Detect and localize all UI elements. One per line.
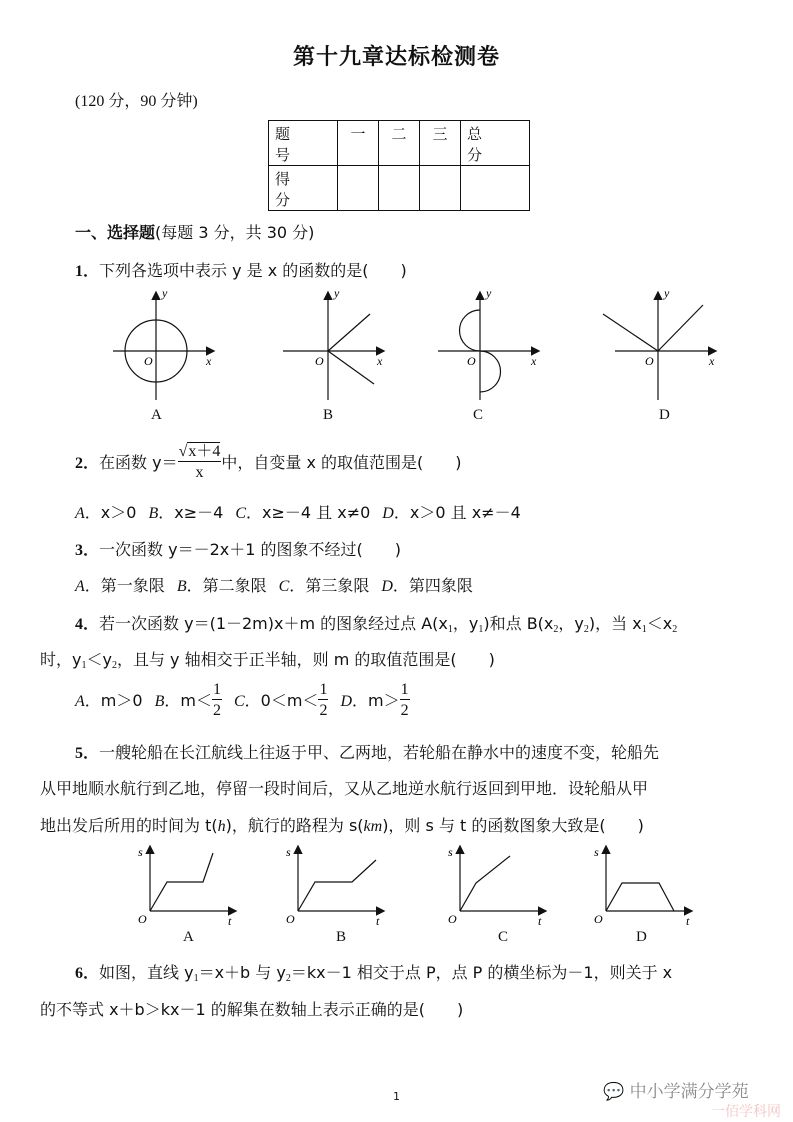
y-label: y [334, 286, 340, 300]
question-text: 时，y [40, 650, 82, 669]
x-label: x [531, 354, 537, 368]
subscript: 1 [478, 624, 484, 635]
question-text: ，y [558, 614, 584, 633]
table-row [269, 121, 530, 166]
q1-graph-b [270, 285, 400, 405]
curve [606, 883, 674, 911]
table-cell: 三 [420, 121, 461, 166]
q3-options: A．第一象限 B．第二象限 C．第三象限 D．第四象限 [75, 576, 473, 595]
q5-graph-a [135, 842, 245, 932]
fraction-denominator: 2 [400, 702, 409, 719]
x-label: x [709, 354, 715, 368]
graph-label: A [183, 929, 194, 945]
option-a: m＞0 [100, 691, 143, 711]
option-d: x＞0 且 x≠－4 [409, 503, 521, 522]
question-number: 3． [75, 542, 100, 559]
subscript: 1 [81, 660, 87, 671]
fraction [400, 682, 410, 719]
origin-label: O [286, 912, 295, 926]
y-label: y [664, 286, 670, 300]
option-d: 第四象限 [408, 576, 473, 595]
origin-label: O [645, 354, 654, 368]
option-key: A [75, 578, 85, 595]
question-number: 6． [75, 965, 100, 982]
question-text: ＝kx－1 相交于点 P，点 P 的横坐标为－1，则关于 x [290, 963, 673, 982]
question-text: 中，自变量 x 的取值范围是( ) [221, 453, 462, 473]
graph-label: D [659, 407, 670, 423]
question-text: ＝x＋b 与 y [198, 963, 286, 982]
section-title: 一、选择题 [75, 223, 156, 242]
question-5 [75, 740, 659, 763]
x-label: t [376, 914, 380, 928]
question-text: )，当 x [588, 614, 642, 633]
question-number: 1． [75, 263, 100, 280]
question-5-line3 [40, 813, 644, 836]
x-label: x [377, 354, 383, 368]
question-1 [75, 258, 407, 281]
subscript: 2 [111, 660, 117, 671]
fraction-denominator: 2 [319, 702, 328, 719]
question-text: 一次函数 y＝－2x＋1 的图象不经过( ) [99, 540, 401, 559]
origin-label: O [467, 354, 476, 368]
question-text: )，则 s 与 t 的函数图象大致是( ) [382, 816, 644, 835]
origin-label: O [594, 912, 603, 926]
curve [328, 351, 374, 384]
origin-label: O [144, 354, 153, 368]
option-key: B [148, 505, 159, 522]
question-text: ，且与 y 轴相交于正半轴，则 m 的取值范围是( ) [116, 650, 495, 669]
curve [460, 310, 480, 351]
table-row [269, 166, 530, 211]
wechat-icon: 💬 [603, 1082, 625, 1102]
option-a: 第一象限 [100, 576, 165, 595]
table-cell: 总 分 [461, 121, 530, 166]
origin-label: O [448, 912, 457, 926]
question-text: 如图，直线 y [99, 963, 194, 982]
y-label: y [162, 286, 168, 300]
page-title: 第十九章达标检测卷 [292, 45, 500, 70]
option-key: D [381, 578, 393, 595]
question-text: ，y [452, 614, 479, 633]
y-label: s [448, 845, 453, 859]
table-cell [379, 166, 420, 211]
origin-label: O [138, 912, 147, 926]
q1-graph-d [595, 285, 725, 405]
y-label: s [286, 845, 291, 859]
q5-graph-d [591, 842, 701, 932]
question-4-line2 [40, 647, 495, 671]
option-c: 第三象限 [305, 576, 370, 595]
curve [480, 351, 501, 392]
curve [658, 305, 703, 351]
curve [298, 860, 376, 911]
table-cell: 一 [338, 121, 379, 166]
fraction-numerator: x＋4 [188, 443, 221, 460]
x-label: t [686, 914, 690, 928]
fraction [212, 682, 222, 719]
y-label: s [138, 845, 143, 859]
curve [460, 856, 510, 911]
q4-options: A．m＞0 B．m＜ $\frac{1}{2}$ C．0＜m＜ $\frac{1}{2}$ D．m＞ $\frac{1}{2}$ [75, 681, 409, 719]
q5-graph-b [283, 842, 393, 932]
question-text: )和点 B(x [483, 614, 554, 633]
q1-graph-a [100, 285, 230, 405]
subscript: 1 [641, 624, 647, 635]
option-key: C [235, 505, 246, 522]
question-text: )，航行的路程为 s( [225, 816, 364, 835]
question-6 [75, 960, 672, 984]
fraction [318, 682, 328, 719]
question-text: 在函数 y＝ [99, 453, 178, 473]
unit: h [217, 818, 226, 835]
graph-label: B [336, 929, 347, 945]
question-6-line2: 的不等式 x＋b＞kx－1 的解集在数轴上表示正确的是( ) [40, 1000, 464, 1019]
x-label: t [228, 914, 232, 928]
graph-label: C [473, 407, 484, 423]
q5-graph-c [445, 842, 555, 932]
section-note: (每题 3 分，共 30 分) [155, 223, 315, 242]
question-number: 5． [75, 745, 100, 762]
exam-info: (120 分，90 分钟) [75, 93, 198, 110]
subscript: 1 [447, 624, 453, 635]
fraction-numerator: 1 [319, 681, 328, 698]
question-text: ＜y [86, 650, 112, 669]
q1-graph-c [425, 285, 555, 405]
subscript: 1 [193, 973, 199, 984]
table-cell: 二 [379, 121, 420, 166]
question-text: ＜x [646, 614, 673, 633]
curve [328, 314, 370, 351]
curve [603, 314, 658, 351]
score-table [268, 120, 530, 211]
graph-label: D [636, 929, 647, 945]
question-number: 2． [75, 455, 100, 473]
subscript: 2 [672, 624, 678, 635]
option-b: m＜ [180, 691, 212, 711]
question-5-line2: 从甲地顺水航行到乙地，停留一段时间后，又从乙地逆水航行返回到甲地．设轮船从甲 [40, 779, 649, 798]
question-2 [75, 443, 462, 483]
watermark-text: 中小学满分学苑 [629, 1082, 749, 1102]
option-key: C [278, 578, 290, 595]
origin-label: O [315, 354, 324, 368]
option-b: x≥－4 [174, 503, 224, 522]
fraction-numerator: 1 [212, 681, 221, 698]
question-text: 地出发后所用的时间为 t( [40, 816, 218, 835]
y-label: y [486, 286, 492, 300]
graph-label: B [323, 407, 334, 423]
question-number: 4． [75, 616, 100, 633]
option-b: 第二象限 [202, 576, 267, 595]
graph-label: C [498, 929, 509, 945]
option-c: 0＜m＜ [260, 691, 319, 711]
option-key: C [233, 693, 245, 711]
fraction-numerator: 1 [400, 681, 409, 698]
unit: km [363, 818, 383, 835]
option-key: D [340, 693, 352, 711]
subscript: 2 [285, 973, 291, 984]
watermark-secondary: 一佰学科网 [711, 1104, 781, 1120]
section-heading [75, 220, 314, 243]
table-cell: 题 号 [269, 121, 338, 166]
option-key: D [382, 505, 394, 522]
watermark [603, 1077, 749, 1102]
subscript: 2 [553, 624, 559, 635]
question-text: 一艘轮船在长江航线上往返于甲、乙两地，若轮船在静水中的速度不变，轮船先 [99, 743, 660, 762]
table-cell [420, 166, 461, 211]
q2-options: A．x＞0 B．x≥－4 C．x≥－4 且 x≠0 D．x＞0 且 x≠－4 [75, 503, 521, 522]
page-number: 1 [393, 1090, 400, 1103]
x-label: t [538, 914, 542, 928]
option-key: B [154, 693, 165, 711]
option-a: x＞0 [100, 503, 137, 522]
curve [150, 853, 213, 911]
fraction-denominator: x [195, 464, 204, 481]
subscript: 2 [583, 624, 589, 635]
y-label: s [594, 845, 599, 859]
option-c: x≥－4 且 x≠0 [262, 503, 371, 522]
option-key: A [75, 693, 85, 711]
option-d: m＞ [368, 691, 400, 711]
question-text: 下列各选项中表示 y 是 x 的函数的是( ) [99, 261, 407, 280]
question-4 [75, 611, 677, 635]
question-3 [75, 537, 401, 560]
table-cell [338, 166, 379, 211]
graph-label: A [151, 407, 162, 423]
fraction: $\frac{√x+4}{x}$ [178, 443, 221, 481]
fraction-denominator: 2 [212, 702, 221, 719]
table-cell [461, 166, 530, 211]
table-cell: 得 分 [269, 166, 338, 211]
x-label: x [206, 354, 212, 368]
option-key: B [176, 578, 187, 595]
question-text: 若一次函数 y＝(1－2m)x＋m 的图象经过点 A(x [99, 614, 448, 633]
option-key: A [75, 505, 85, 522]
